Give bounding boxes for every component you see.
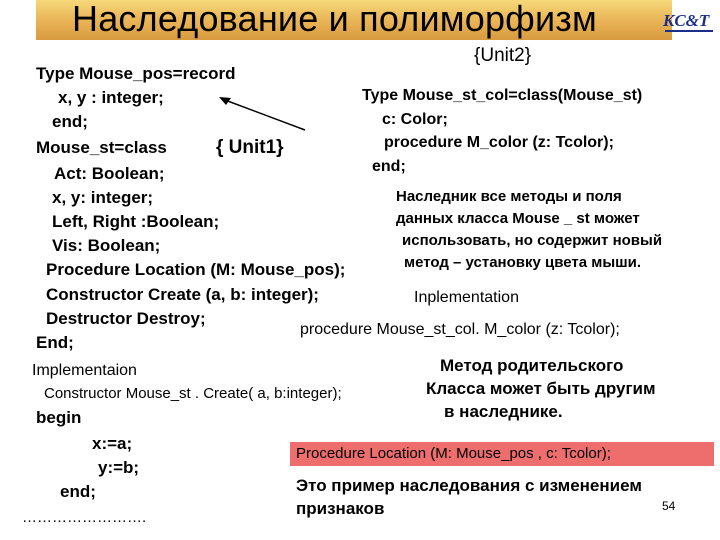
parent-line-1: Метод родительского [440, 356, 624, 375]
page-number: 54 [662, 499, 676, 513]
implementation-right-label: Inplementation [414, 289, 519, 306]
ellipsis-line: ……………………. [22, 509, 147, 526]
c-color-line: c: Color; [382, 111, 448, 128]
type-record-line: Type Mouse_pos=record [36, 64, 236, 83]
parent-line-2: Класса может быть другим [426, 379, 656, 398]
m-color-impl-line: procedure Mouse_st_col. M_color (z: Tcolor); [300, 321, 620, 338]
desc-line-2: данных класса Mouse _ st может [396, 210, 640, 227]
constructor-line: Constructor Create (a, b: integer); [46, 285, 319, 304]
kct-logo: KC&T [663, 8, 715, 34]
implementation-left-label: Implementaion [32, 362, 137, 379]
xy-field-line: x, y: integer; [52, 188, 154, 207]
unit1-label: { Unit1} [216, 137, 284, 158]
end-line-2: End; [36, 333, 74, 352]
example-line-1: Это пример наследования с изменением [296, 476, 642, 495]
m-color-decl-line: procedure M_color (z: Tcolor); [384, 134, 614, 151]
desc-line-3: использовать, но содержит новый [402, 232, 663, 249]
arrow-icon [215, 92, 307, 132]
xy-integer-line: x, y : integer; [58, 88, 164, 107]
vis-field-line: Vis: Boolean; [52, 236, 161, 255]
location-highlight-box: Procedure Location (M: Mouse_pos , c: Tcolor); [290, 442, 714, 466]
assign-y-line: y:=b; [98, 458, 140, 477]
desc-line-1: Наследник все методы и поля [396, 188, 622, 205]
left-right-field-line: Left, Right :Boolean; [52, 212, 220, 231]
constructor-impl-line: Constructor Mouse_st . Create( a, b:integer); [44, 385, 342, 402]
desc-line-4: метод – установку цвета мыши. [404, 254, 642, 271]
assign-x-line: x:=a; [92, 434, 133, 453]
location-proc-line: Procedure Location (M: Mouse_pos); [46, 260, 346, 279]
end-line-3: end; [60, 482, 96, 501]
unit2-label: {Unit2} [474, 45, 532, 66]
begin-line: begin [36, 408, 82, 427]
parent-line-3: в наследнике. [444, 402, 563, 421]
slide-title: Наследование и полиморфизм [72, 0, 597, 39]
type-col-line: Type Mouse_st_col=class(Mouse_st) [362, 87, 643, 104]
destructor-line: Destructor Destroy; [46, 309, 206, 328]
act-field-line: Act: Boolean; [54, 164, 165, 183]
class-decl-line: Mouse_st=class [36, 138, 167, 157]
example-line-2: признаков [296, 499, 385, 518]
end-line-1: end; [52, 112, 88, 131]
end-line-right: end; [372, 158, 406, 175]
